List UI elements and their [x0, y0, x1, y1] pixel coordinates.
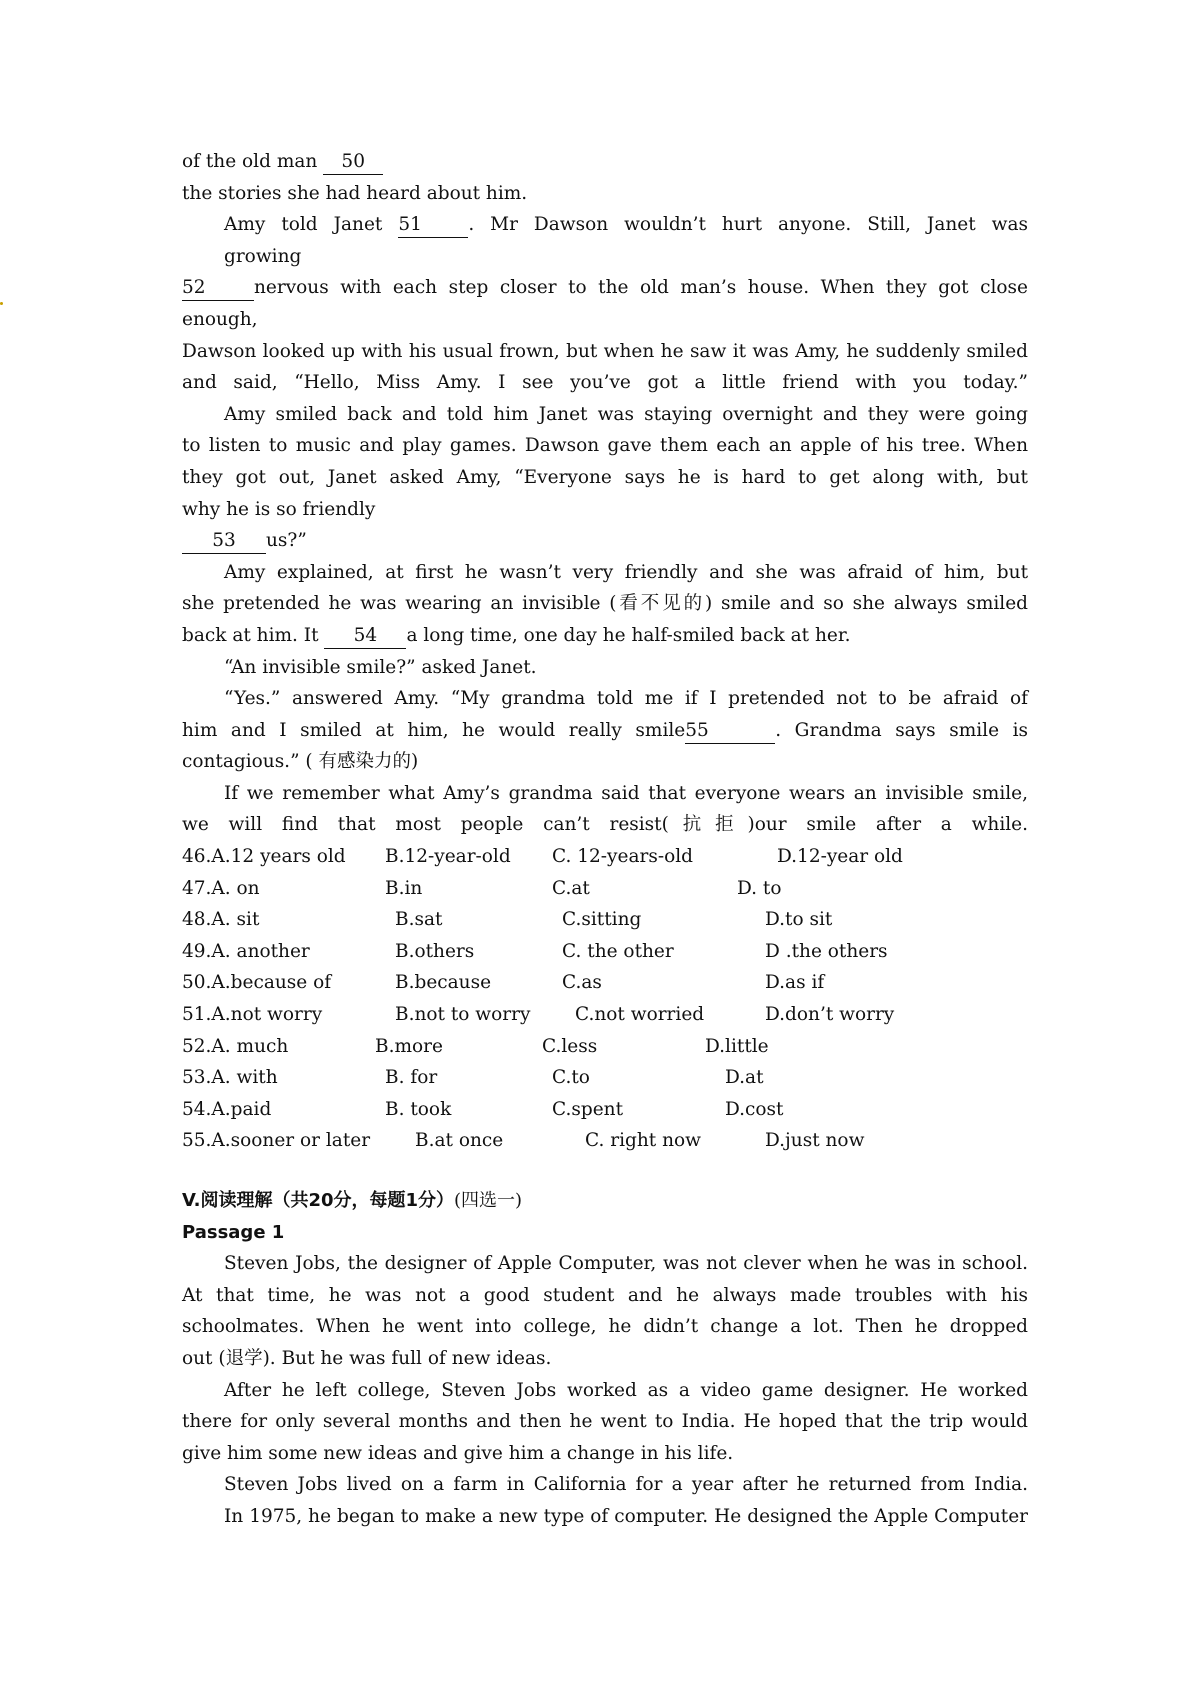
option-a: 46.A.12 years old — [182, 846, 346, 868]
option-d: D.little — [705, 1035, 769, 1057]
option-b: B.in — [385, 877, 423, 899]
text: a long time, one day he half-smiled back at her. — [406, 624, 851, 646]
question-row — [182, 1031, 1028, 1063]
text: Amy told Janet — [224, 214, 399, 236]
question-row — [182, 841, 1028, 873]
option-c: C.at — [552, 877, 590, 899]
spacer — [182, 1157, 1028, 1185]
option-c: C. 12-years-old — [552, 846, 693, 868]
option-a: 48.A. sit — [182, 909, 260, 931]
blank-50: 50 — [323, 150, 383, 175]
option-d: D.as if — [765, 972, 825, 994]
question-row — [182, 936, 1028, 968]
passage-line: Steven Jobs lived on a farm in California for a year after he returned from India. — [224, 1474, 1028, 1496]
passage-line: At that time, he was not a good student and he always made troubles with his — [182, 1284, 1028, 1306]
passage-line: In 1975, he began to make a new type of computer. He designed the Apple Computer — [224, 1505, 1028, 1527]
cloze-line: and said, “Hello, Miss Amy. I see you’ve got a little friend with you today.” — [182, 372, 1028, 394]
option-d: D.at — [725, 1067, 764, 1089]
text: . Mr Dawson wouldn’t hurt anyone. Still, Janet was — [468, 214, 1028, 236]
cloze-line: contagious.” ( 有感染力的) — [182, 751, 419, 773]
option-c: C.as — [562, 972, 602, 994]
text: back at him. It — [182, 624, 325, 646]
option-a: 49.A. another — [182, 940, 310, 962]
question-row — [182, 873, 1028, 905]
document-page — [182, 146, 1028, 1533]
text: him and I smiled at him, he would really smile — [182, 719, 686, 741]
text: nervous with each step closer to the old man’s house. When they got close — [254, 277, 1028, 299]
section-title: V.阅读理解（共20分，每题1分） — [182, 1190, 455, 1211]
question-row — [182, 1094, 1028, 1126]
option-b: B.more — [375, 1035, 443, 1057]
blank-55: 55 — [685, 719, 775, 744]
cloze-line — [182, 620, 1028, 652]
option-a: 55.A.sooner or later — [182, 1130, 371, 1152]
option-b: B.12-year-old — [385, 846, 511, 868]
cloze-line: Amy smiled back and told him Janet was staying overnight and they were going — [224, 403, 1028, 425]
option-d: D.cost — [725, 1098, 784, 1120]
section-note: (四选一) — [454, 1190, 523, 1211]
option-d: D.just now — [765, 1130, 865, 1152]
question-row — [182, 904, 1028, 936]
option-c: C.sitting — [562, 909, 642, 931]
option-b: B.because — [395, 972, 492, 994]
cloze-line: we will find that most people can’t resist(抗拒)our smile after a while. — [182, 814, 1028, 836]
cloze-line: why he is so friendly — [182, 498, 376, 520]
passage-line: Steven Jobs, the designer of Apple Computer, was not clever when he was in school. — [224, 1253, 1028, 1275]
option-c: C.not worried — [575, 1004, 705, 1026]
cloze-line: enough, — [182, 308, 258, 330]
passage-line: out (退学). But he was full of new ideas. — [182, 1347, 552, 1369]
passage-title: Passage 1 — [182, 1221, 285, 1243]
cloze-line: to listen to music and play games. Dawson gave them each an apple of his tree. When — [182, 435, 1028, 457]
option-b: B.at once — [415, 1130, 504, 1152]
option-a: 54.A.paid — [182, 1098, 272, 1120]
cloze-line — [182, 525, 1028, 557]
cloze-line: Dawson looked up with his usual frown, but when he saw it was Amy, he suddenly smiled — [182, 340, 1028, 362]
option-d: D.to sit — [765, 909, 833, 931]
question-row — [182, 1062, 1028, 1094]
blank-52: 52 — [182, 276, 254, 301]
cloze-line: they got out, Janet asked Amy, “Everyone says he is hard to get along with, but — [182, 466, 1028, 488]
cloze-line: “Yes.” answered Amy. “My grandma told me if I pretended not to be afraid of — [224, 688, 1028, 710]
option-b: B. for — [385, 1067, 438, 1089]
option-d: D.don’t worry — [765, 1004, 895, 1026]
passage-line: After he left college, Steven Jobs worked as a video game designer. He worked — [224, 1379, 1028, 1401]
blank-53: 53 — [182, 529, 266, 554]
cloze-line: the stories she had heard about him. — [182, 182, 528, 204]
passage-line: there for only several months and then he went to India. He hoped that the trip would — [182, 1411, 1028, 1433]
option-c: C.less — [542, 1035, 598, 1057]
option-b: B. took — [385, 1098, 452, 1120]
question-row — [182, 967, 1028, 999]
cloze-line: Amy explained, at first he wasn’t very friendly and she was afraid of him, but — [224, 561, 1028, 583]
passage-line: give him some new ideas and give him a change in his life. — [182, 1442, 734, 1464]
option-a: 50.A.because of — [182, 972, 332, 994]
cloze-line — [182, 272, 1028, 304]
option-b: B.sat — [395, 909, 443, 931]
option-c: C. right now — [585, 1130, 701, 1152]
passage-line: schoolmates. When he went into college, he didn’t change a lot. Then he dropped — [182, 1316, 1028, 1338]
question-row — [182, 1125, 1028, 1157]
cloze-line: “An invisible smile?” asked Janet. — [224, 656, 537, 678]
stray-mark — [0, 302, 3, 305]
option-a: 52.A. much — [182, 1035, 289, 1057]
cloze-line — [182, 146, 1028, 178]
text: us?” — [266, 530, 307, 552]
option-d: D .the others — [765, 940, 888, 962]
cloze-line — [182, 715, 1028, 747]
option-b: B.others — [395, 940, 475, 962]
option-a: 53.A. with — [182, 1067, 278, 1089]
option-b: B.not to worry — [395, 1004, 531, 1026]
cloze-line: she pretended he was wearing an invisible (看不见的) smile and so she always smiled — [182, 593, 1028, 615]
option-d: D. to — [737, 877, 782, 899]
option-c: C. the other — [562, 940, 674, 962]
text: . Grandma says smile is — [775, 719, 1028, 741]
option-a: 51.A.not worry — [182, 1004, 323, 1026]
question-row — [182, 999, 1028, 1031]
option-d: D.12-year old — [777, 846, 903, 868]
cloze-line: growing — [224, 245, 302, 267]
option-c: C.to — [552, 1067, 590, 1089]
option-c: C.spent — [552, 1098, 624, 1120]
section-heading — [182, 1185, 1028, 1217]
blank-54: 54 — [324, 624, 406, 649]
cloze-line — [182, 209, 1028, 241]
blank-51: 51 — [398, 213, 468, 238]
text: of the old man — [182, 151, 324, 172]
cloze-line: If we remember what Amy’s grandma said that everyone wears an invisible smile, — [224, 782, 1028, 804]
question-list — [182, 841, 1028, 1157]
option-a: 47.A. on — [182, 877, 260, 899]
